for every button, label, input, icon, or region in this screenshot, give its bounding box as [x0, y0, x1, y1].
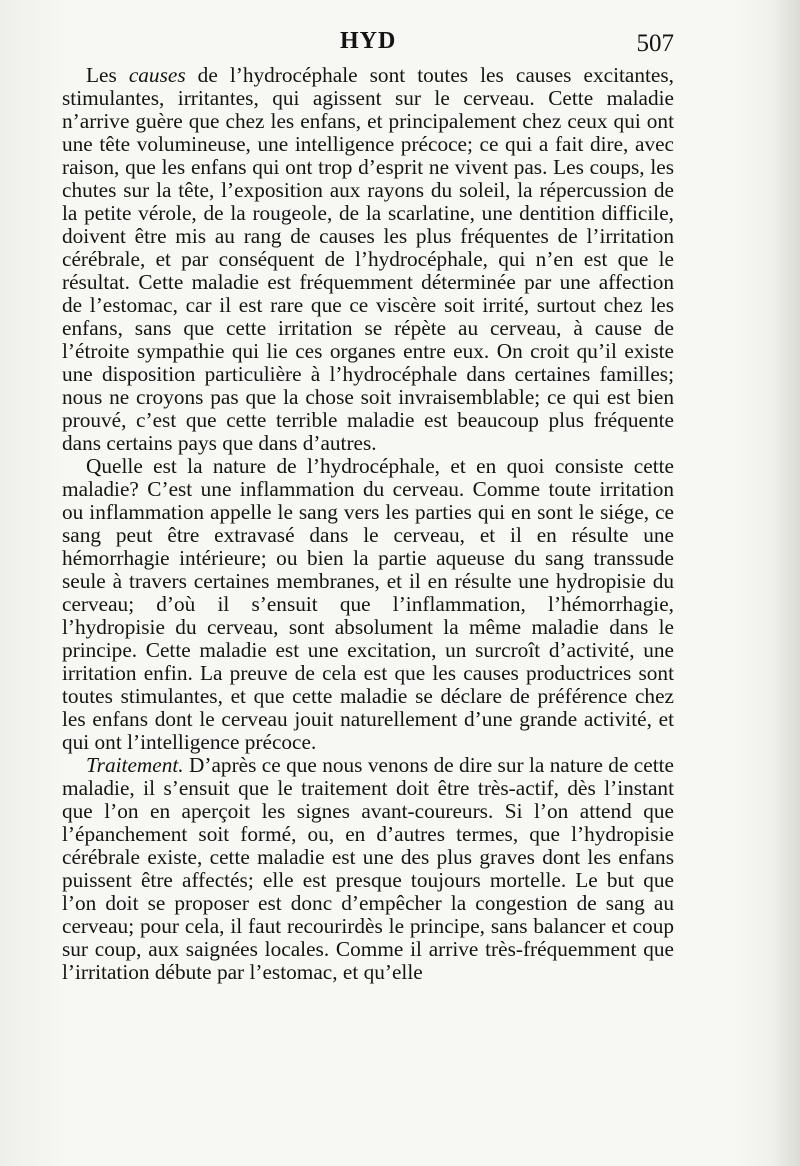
paragraph-traitement: [62, 754, 674, 984]
page-header: [70, 28, 674, 68]
body-text: [62, 64, 674, 984]
paragraph-lead: Les: [86, 63, 129, 87]
italic-term-traitement: Traitement.: [86, 753, 184, 777]
paragraph-text: de l’hydrocéphale sont toutes les causes excitantes, stimulantes, irritantes, qui agissent sur le cerveau. Cette maladie n’arrive guère que chez les enfans, et principalement chez ceux qui ont une tête volumineuse, une intelligence précoce; ce qui a fait dire, avec raison, que les enfans qui ont trop d’esprit ne vivent pas. Les coups, les chutes sur la tête, l’exposition aux rayons du soleil, la répercussion de la petite vérole, de la rougeole, de la scarlatine, une dentition difficile, doivent être mis au rang de causes les plus fréquentes de l’irritation cérébrale, et par conséquent de l’hydrocéphale, qui n’en est que le résultat. Cette maladie est fréquemment déterminée par une affection de l’estomac, car il est rare que ce viscère soit irrité, surtout chez les enfans, sans que cette irritation se répète au cerveau, à cause de l’étroite sympathie qui lie ces organes entre eux. On croit qu’il existe une disposition particulière à l’hydrocéphale dans certaines familles; nous ne croyons pas que la chose soit invraisemblable; ce qui est bien prouvé, c’est que cette terrible maladie est beaucoup plus fréquente dans certains pays que dans d’autres.: [62, 63, 674, 455]
italic-term-causes: causes: [128, 63, 186, 87]
paragraph-text: Quelle est la nature de l’hydrocéphale, et en quoi consiste cette maladie? C’est une inflammation du cerveau. Comme toute irritation ou inflammation appelle le sang vers les parties qui en sont le siége, ce sang peut être extravasé dans le cerveau, et il en résulte une hémorrhagie intérieure; ou bien la partie aqueuse du sang transsude seule à travers certaines membranes, et il en résulte une hydropisie du cerveau; d’où il s’ensuit que l’inflammation, l’hémorrhagie, l’hydropisie du cerveau, sont absolument la même maladie dans le principe. Cette maladie est une excitation, un surcroît d’activité, une irritation enfin. La preuve de cela est que les causes productrices sont toutes stimulantes, et que cette maladie se déclare de préférence chez les enfans dont le cerveau jouit naturellement d’une grande activité, et qui ont l’intelligence précoce.: [62, 454, 674, 754]
page-number: 507: [636, 30, 674, 57]
paragraph-text: D’après ce que nous venons de dire sur la nature de cette maladie, il s’ensuit que le traitement doit être très-actif, dès l’instant que l’on en aperçoit les signes avant-coureurs. Si l’on attend que l’épanchement soit formé, ou, en d’autres termes, que l’hydropisie cérébrale existe, cette maladie est une des plus graves dont les enfans puissent être affectés; elle est presque toujours mortelle. Le but que l’on doit se proposer est donc d’empêcher la congestion de sang au cerveau; pour cela, il faut recourirdès le principe, sans balancer et coup sur coup, aux saignées locales. Comme il arrive très-fréquemment que l’irritation débute par l’estomac, et qu’elle: [62, 753, 674, 984]
paragraph-causes: [62, 64, 674, 455]
paragraph-nature: [62, 455, 674, 754]
page-edge-shadow: [772, 0, 800, 1166]
running-head: HYD: [340, 28, 397, 54]
